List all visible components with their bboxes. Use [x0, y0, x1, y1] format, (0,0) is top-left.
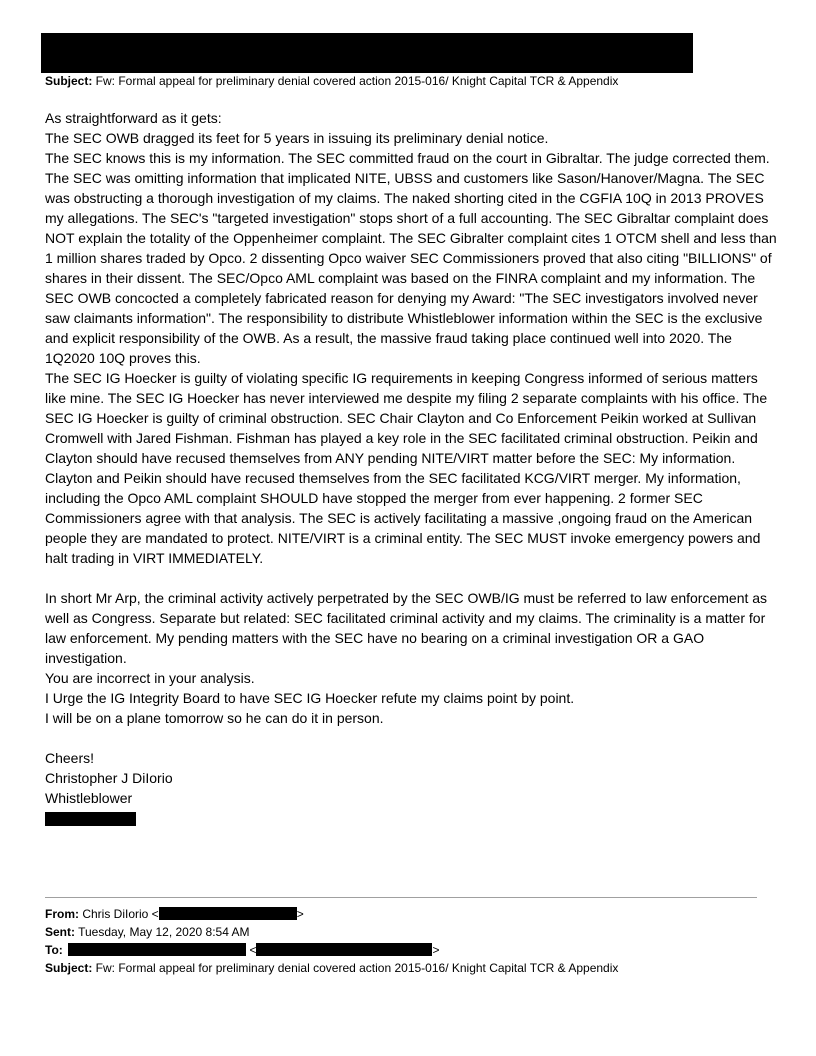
redacted-to-email: [256, 943, 432, 956]
forward-from-line: [45, 906, 304, 922]
forward-divider: [45, 897, 757, 898]
signature-closing: Cheers!: [45, 750, 95, 766]
redacted-to-name: [68, 943, 246, 956]
fwd-subject-value: Fw: Formal appeal for preliminary denial covered action 2015-016/ Knight Capital TCR & Appendix: [92, 961, 619, 975]
email-body: [45, 108, 780, 808]
signature-name: Christopher J DiIorio: [45, 770, 173, 786]
from-label: From:: [45, 907, 79, 921]
to-mid: <: [246, 943, 257, 957]
body-line: I Urge the IG Integrity Board to have SEC IG Hoecker refute my claims point by point.: [45, 690, 575, 706]
body-line: As straightforward as it gets:: [45, 110, 222, 126]
body-line: You are incorrect in your analysis.: [45, 670, 255, 686]
subject-label: Subject:: [45, 74, 93, 88]
body-paragraph: The SEC IG Hoecker is guilty of violating specific IG requirements in keeping Congress informed of serious matters like mine. The SEC IG Hoecker has never interviewed me despite my filing 2 separate complaints with his office. The SEC IG Hoecker is guilty of criminal obstruction. SEC Chair Clayton and Co Enforcement Peikin worked at Sullivan Cromwell with Jared Fishman. Fishman has played a key role in the SEC facilitated criminal obstruction. Peikin and Clayton should have recused themselves from ANY pending NITE/VIRT matter before the SEC: My information. Clayton and Peikin should have recused themselves from the SEC facilitated KCG/VIRT merger. My information, including the Opco AML complaint SHOULD have stopped the merger from ever happening. 2 former SEC Commissioners agree with that analysis. The SEC is actively facilitating a massive ,ongoing fraud on the American people they are mandated to protect. NITE/VIRT is a criminal entity. The SEC MUST invoke emergency powers and halt trading in VIRT IMMEDIATELY.: [45, 370, 768, 566]
from-close: >: [296, 907, 304, 921]
redacted-from-email: [159, 907, 297, 920]
from-value: Chris DiIorio <: [79, 907, 159, 921]
redacted-signature-block: [45, 812, 136, 826]
forward-sent-line: [45, 924, 250, 940]
signature-title: Whistleblower: [45, 790, 133, 806]
subject-value: Fw: Formal appeal for preliminary denial covered action 2015-016/ Knight Capital TCR & Appendix: [92, 74, 619, 88]
sent-label: Sent:: [45, 925, 75, 939]
fwd-subject-label: Subject:: [45, 961, 93, 975]
to-close: >: [432, 943, 440, 957]
sent-value: Tuesday, May 12, 2020 8:54 AM: [75, 925, 250, 939]
body-line: The SEC OWB dragged its feet for 5 years in issuing its preliminary denial notice.: [45, 130, 549, 146]
body-paragraph: The SEC knows this is my information. The SEC committed fraud on the court in Gibraltar. The judge corrected them. The SEC was omitting information that implicated NITE, UBSS and customers like Sason/Hanover/Magna. The SEC was obstructing a thorough investigation of my claims. The naked shorting cited in the CGFIA 10Q in 2013 PROVES my allegations. The SEC's "targeted investigation" stops short of a full accounting. The SEC Gibraltar complaint does NOT explain the totality of the Oppenheimer complaint. The SEC Gibralter complaint cites 1 OTCM shell and less than 1 million shares traded by Opco. 2 dissenting Opco waiver SEC Commissioners proved that also citing "BILLIONS" of shares in their dissent. The SEC/Opco AML complaint was based on the FINRA complaint and my information. The SEC OWB concocted a completely fabricated reason for denying my Award: "The SEC investigators involved never saw claimants information". The responsibility to distribute Whistleblower information within the SEC is the exclusive and explicit responsibility of the OWB. As a result, the massive fraud taking place continued well into 2020. The 1Q2020 10Q proves this.: [45, 150, 777, 366]
top-subject-line: [45, 73, 618, 89]
forward-to-line: [45, 942, 439, 958]
forward-subject-line: [45, 960, 618, 976]
redacted-header-block: [41, 33, 693, 73]
body-line: I will be on a plane tomorrow so he can do it in person.: [45, 710, 384, 726]
body-paragraph: In short Mr Arp, the criminal activity actively perpetrated by the SEC OWB/IG must be referred to law enforcement as well as Congress. Separate but related: SEC facilitated criminal activity and my claims. The criminality is a matter for law enforcement. My pending matters with the SEC have no bearing on a criminal investigation OR a GAO investigation.: [45, 590, 768, 666]
to-label: To:: [45, 943, 63, 957]
